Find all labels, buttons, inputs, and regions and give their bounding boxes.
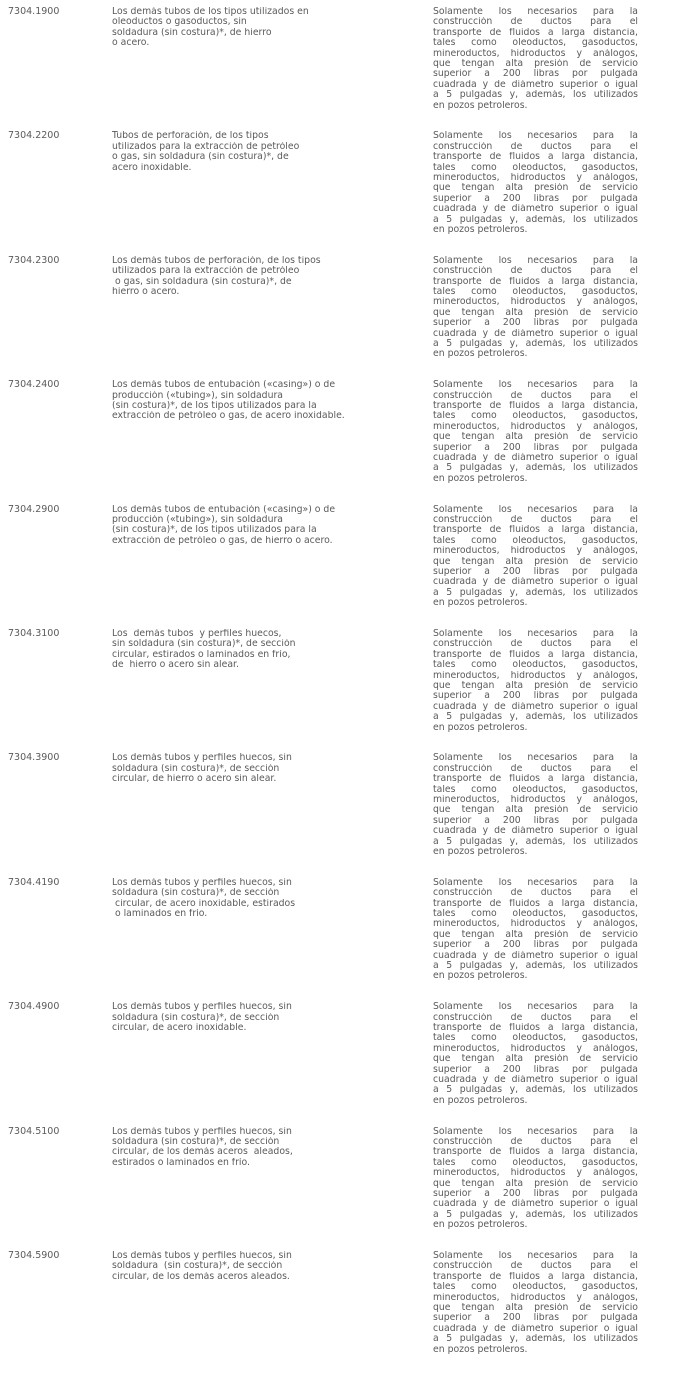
description-line: soldadura (sin costura)*, de sección: [112, 1012, 280, 1023]
observation-line: transporte de fluidos a larga distancia,: [433, 152, 638, 163]
observation-line: transporte de fluidos a larga distancia,: [433, 649, 638, 660]
observation-line: cuadrada y de diámetro superior o igual: [433, 1075, 638, 1086]
observation-line: tales como oleoductos, gasoductos,: [433, 287, 638, 298]
observation-line: mineroductos, hidroductos y análogos,: [433, 297, 638, 308]
observation-line: Solamente los necesarios para la: [433, 380, 638, 391]
observation-line: a 5 pulgadas y, además, los utilizados: [433, 1334, 638, 1345]
observation-line: transporte de fluidos a larga distancia,: [433, 898, 638, 909]
description-line: acero inoxidable.: [112, 162, 192, 173]
observation-line: cuadrada y de diámetro superior o igual: [433, 79, 638, 90]
observation-line: que tengan alta presión de servicio: [433, 556, 638, 567]
observation-line: cuadrada y de diámetro superior o igual: [433, 204, 638, 215]
tariff-code: 7304.5100: [8, 1125, 60, 1137]
tariff-observation: [433, 131, 638, 235]
observation-line: a 5 pulgadas y, además, los utilizados: [433, 214, 638, 225]
description-line: circular, de acero inoxidable.: [112, 1023, 247, 1033]
observation-line: Solamente los necesarios para la: [433, 7, 638, 17]
observation-line: transporte de fluidos a larga distancia,: [433, 27, 638, 38]
observation-line: tales como oleoductos, gasoductos,: [433, 1282, 638, 1293]
observation-line: transporte de fluidos a larga distancia,: [433, 276, 638, 287]
observation-line: que tengan alta presión de servicio: [433, 1303, 638, 1314]
observation-line: en pozos petroleros.: [433, 349, 528, 360]
description-line: Los demás tubos de entubación («casing») o de: [112, 504, 336, 515]
description-line: Los demás tubos y perfiles huecos, sin: [112, 1251, 292, 1261]
description-line: sin soldadura (sin costura)*, de sección: [112, 639, 296, 650]
tariff-code: 7304.5900: [8, 1250, 60, 1261]
description-line: Los demás tubos y perfiles huecos, sin: [112, 753, 292, 764]
description-line: (sin costura)*, de los tipos utilizados para la: [112, 525, 317, 536]
description-line: producción («tubing»), sin soldadura: [112, 515, 283, 525]
tariff-code: 7304.3100: [8, 628, 60, 639]
observation-line: mineroductos, hidroductos y análogos,: [433, 1043, 638, 1054]
tariff-observation: [433, 380, 638, 484]
table-row: [0, 629, 698, 753]
tariff-description: [112, 7, 352, 49]
observation-line: en pozos petroleros.: [433, 1220, 528, 1231]
tariff-code: 7304.2300: [8, 254, 60, 266]
observation-line: que tengan alta presión de servicio: [433, 681, 638, 692]
observation-line: tales como oleoductos, gasoductos,: [433, 411, 638, 422]
table-row: [0, 380, 698, 504]
description-line: o gas, sin soldadura (sin costura)*, de: [112, 152, 289, 163]
observation-line: transporte de fluidos a larga distancia,: [433, 1271, 638, 1282]
observation-line: superior a 200 libras por pulgada: [433, 193, 638, 204]
observation-line: transporte de fluidos a larga distancia,: [433, 1147, 638, 1158]
observation-line: superior a 200 libras por pulgada: [433, 691, 638, 702]
observation-line: construcción de ductos para el: [433, 266, 638, 277]
observation-line: Solamente los necesarios para la: [433, 1126, 638, 1137]
description-line: producción («tubing»), sin soldadura: [112, 390, 283, 401]
tariff-code: 7304.2400: [8, 379, 60, 391]
observation-line: tales como oleoductos, gasoductos,: [433, 1033, 638, 1044]
table-row: [0, 131, 698, 255]
observation-line: cuadrada y de diámetro superior o igual: [433, 453, 638, 464]
observation-line: construcción de ductos para el: [433, 1012, 638, 1023]
tariff-observation: [433, 878, 638, 982]
observation-line: transporte de fluidos a larga distancia,: [433, 525, 638, 536]
observation-line: a 5 pulgadas y, además, los utilizados: [433, 1085, 638, 1096]
observation-line: que tengan alta presión de servicio: [433, 1178, 638, 1189]
observation-line: a 5 pulgadas y, además, los utilizados: [433, 587, 638, 598]
tariff-description: [112, 1127, 352, 1169]
table-row: [0, 7, 698, 131]
observation-line: que tengan alta presión de servicio: [433, 59, 638, 70]
description-line: extracción de petróleo o gas, de hierro o acero.: [112, 535, 333, 546]
tariff-observation: [433, 1002, 638, 1106]
tariff-description: [112, 256, 352, 298]
description-line: soldadura (sin costura)*, de sección: [112, 763, 280, 774]
observation-line: en pozos petroleros.: [433, 971, 528, 982]
observation-line: mineroductos, hidroductos y análogos,: [433, 173, 638, 184]
observation-line: a 5 pulgadas y, además, los utilizados: [433, 339, 638, 350]
tariff-code: 7304.4900: [8, 1001, 60, 1013]
observation-line: tales como oleoductos, gasoductos,: [433, 162, 638, 173]
observation-line: tales como oleoductos, gasoductos,: [433, 784, 638, 795]
observation-line: mineroductos, hidroductos y análogos,: [433, 795, 638, 806]
observation-line: Solamente los necesarios para la: [433, 1002, 638, 1013]
description-line: estirados o laminados en frío.: [112, 1157, 250, 1168]
table-row: [0, 1127, 698, 1251]
description-line: soldadura (sin costura)*, de hierro: [112, 27, 272, 38]
description-line: Los demás tubos y perfiles huecos,: [112, 629, 282, 639]
observation-line: tales como oleoductos, gasoductos,: [433, 38, 638, 49]
tariff-description: [112, 1002, 352, 1033]
observation-line: mineroductos, hidroductos y análogos,: [433, 919, 638, 930]
description-line: utilizados para la extracción de petróleo: [112, 266, 300, 277]
observation-line: a 5 pulgadas y, además, los utilizados: [433, 1209, 638, 1220]
observation-line: Solamente los necesarios para la: [433, 629, 638, 639]
tariff-code: 7304.4190: [8, 876, 60, 888]
observation-line: cuadrada y de diámetro superior o igual: [433, 950, 638, 961]
observation-line: a 5 pulgadas y, además, los utilizados: [433, 463, 638, 474]
observation-line: superior a 200 libras por pulgada: [433, 567, 638, 578]
observation-line: tales como oleoductos, gasoductos,: [433, 909, 638, 920]
description-line: soldadura (sin costura)*, de sección: [112, 888, 280, 899]
observation-line: tales como oleoductos, gasoductos,: [433, 535, 638, 546]
observation-line: en pozos petroleros.: [433, 847, 528, 858]
observation-line: construcción de ductos para el: [433, 763, 638, 774]
table-row: [0, 256, 698, 380]
observation-line: en pozos petroleros.: [433, 225, 528, 236]
observation-line: cuadrada y de diámetro superior o igual: [433, 1199, 638, 1210]
observation-line: cuadrada y de diámetro superior o igual: [433, 328, 638, 339]
tariff-observation: [433, 629, 638, 733]
tariff-observation: [433, 1127, 638, 1231]
observation-line: que tengan alta presión de servicio: [433, 307, 638, 318]
observation-line: construcción de ductos para el: [433, 888, 638, 899]
observation-line: Solamente los necesarios para la: [433, 753, 638, 764]
observation-line: superior a 200 libras por pulgada: [433, 442, 638, 453]
observation-line: Solamente los necesarios para la: [433, 1251, 638, 1261]
description-line: soldadura (sin costura)*, de sección: [112, 1261, 283, 1272]
observation-line: transporte de fluidos a larga distancia,: [433, 774, 638, 785]
observation-line: tales como oleoductos, gasoductos,: [433, 1157, 638, 1168]
observation-line: construcción de ductos para el: [433, 1261, 638, 1272]
observation-line: Solamente los necesarios para la: [433, 877, 638, 888]
observation-line: superior a 200 libras por pulgada: [433, 69, 638, 80]
description-line: extracción de petróleo o gas, de acero inoxidable.: [112, 411, 345, 422]
observation-line: en pozos petroleros.: [433, 598, 528, 609]
description-line: oleoductos o gasoductos, sin: [112, 17, 247, 28]
observation-line: superior a 200 libras por pulgada: [433, 940, 638, 951]
observation-line: mineroductos, hidroductos y análogos,: [433, 670, 638, 681]
observation-line: superior a 200 libras por pulgada: [433, 1313, 638, 1324]
description-line: hierro o acero.: [112, 287, 180, 298]
observation-line: en pozos petroleros.: [433, 473, 528, 484]
table-row: [0, 753, 698, 877]
table-row: [0, 1002, 698, 1126]
description-line: o acero.: [112, 38, 150, 49]
description-line: de hierro o acero sin alear.: [112, 660, 239, 671]
table-row: [0, 878, 698, 1002]
tariff-description: [112, 878, 352, 920]
observation-line: cuadrada y de diámetro superior o igual: [433, 577, 638, 588]
tariff-observation: [433, 256, 638, 360]
observation-line: mineroductos, hidroductos y análogos,: [433, 1168, 638, 1179]
tariff-code: 7304.2200: [8, 130, 60, 142]
tariff-code: 7304.3900: [8, 752, 60, 764]
observation-line: en pozos petroleros.: [433, 1095, 528, 1106]
observation-line: mineroductos, hidroductos y análogos,: [433, 48, 638, 59]
observation-line: que tengan alta presión de servicio: [433, 929, 638, 940]
observation-line: construcción de ductos para el: [433, 390, 638, 401]
description-line: soldadura (sin costura)*, de sección: [112, 1137, 280, 1147]
observation-line: cuadrada y de diámetro superior o igual: [433, 1323, 638, 1334]
observation-line: Solamente los necesarios para la: [433, 255, 638, 266]
description-line: Los demás tubos de entubación («casing») o de: [112, 380, 336, 391]
observation-line: superior a 200 libras por pulgada: [433, 318, 638, 329]
description-line: (sin costura)*, de los tipos utilizados para la: [112, 401, 317, 411]
description-line: Tubos de perforación, de los tipos: [112, 131, 269, 142]
observation-line: superior a 200 libras por pulgada: [433, 815, 638, 826]
description-line: Los demás tubos y perfiles huecos, sin: [112, 1126, 292, 1137]
observation-line: en pozos petroleros.: [433, 1344, 528, 1355]
observation-line: que tengan alta presión de servicio: [433, 1054, 638, 1065]
observation-line: a 5 pulgadas y, además, los utilizados: [433, 90, 638, 101]
observation-line: a 5 pulgadas y, además, los utilizados: [433, 836, 638, 847]
description-line: o gas, sin soldadura (sin costura)*, de: [112, 276, 292, 287]
observation-line: a 5 pulgadas y, además, los utilizados: [433, 961, 638, 972]
observation-line: mineroductos, hidroductos y análogos,: [433, 421, 638, 432]
description-line: Los demás tubos de perforación, de los tipos: [112, 255, 321, 266]
observation-line: tales como oleoductos, gasoductos,: [433, 660, 638, 671]
tariff-description: [112, 505, 352, 547]
observation-line: Solamente los necesarios para la: [433, 131, 638, 142]
observation-line: cuadrada y de diámetro superior o igual: [433, 826, 638, 837]
observation-line: Solamente los necesarios para la: [433, 504, 638, 515]
observation-line: en pozos petroleros.: [433, 100, 528, 111]
observation-line: que tengan alta presión de servicio: [433, 432, 638, 443]
tariff-observation: [433, 505, 638, 609]
observation-line: superior a 200 libras por pulgada: [433, 1064, 638, 1075]
description-line: circular, de los demás aceros aleados,: [112, 1147, 293, 1158]
observation-line: que tengan alta presión de servicio: [433, 183, 638, 194]
description-line: Los demás tubos y perfiles huecos, sin: [112, 877, 292, 888]
description-line: Los demás tubos de los tipos utilizados en: [112, 7, 309, 17]
observation-line: construcción de ductos para el: [433, 1137, 638, 1147]
tariff-observation: [433, 1251, 638, 1355]
tariff-description: [112, 1251, 352, 1282]
tariff-observation: [433, 7, 638, 111]
table-row: [0, 505, 698, 629]
observation-line: construcción de ductos para el: [433, 17, 638, 28]
observation-line: superior a 200 libras por pulgada: [433, 1189, 638, 1200]
tariff-code: 7304.2900: [8, 503, 60, 515]
tariff-code: 7304.1900: [8, 6, 60, 17]
observation-line: construcción de ductos para el: [433, 515, 638, 525]
observation-line: construcción de ductos para el: [433, 639, 638, 650]
description-line: o laminados en frío.: [112, 909, 208, 920]
description-line: circular, de hierro o acero sin alear.: [112, 774, 277, 785]
tariff-description: [112, 131, 352, 173]
observation-line: transporte de fluidos a larga distancia,: [433, 1023, 638, 1033]
observation-line: construcción de ductos para el: [433, 141, 638, 152]
observation-line: mineroductos, hidroductos y análogos,: [433, 1292, 638, 1303]
tariff-description: [112, 753, 352, 784]
description-line: Los demás tubos y perfiles huecos, sin: [112, 1002, 292, 1013]
tariff-description: [112, 629, 352, 671]
description-line: circular, de acero inoxidable, estirados: [112, 898, 296, 909]
observation-line: transporte de fluidos a larga distancia,: [433, 401, 638, 411]
description-line: utilizados para la extracción de petróleo: [112, 141, 300, 152]
table-row: [0, 1251, 698, 1375]
observation-line: en pozos petroleros.: [433, 722, 528, 733]
description-line: circular, estirados o laminados en frío,: [112, 649, 291, 660]
observation-line: mineroductos, hidroductos y análogos,: [433, 546, 638, 557]
tariff-description: [112, 380, 352, 422]
observation-line: que tengan alta presión de servicio: [433, 805, 638, 816]
observation-line: a 5 pulgadas y, además, los utilizados: [433, 712, 638, 723]
observation-line: cuadrada y de diámetro superior o igual: [433, 701, 638, 712]
tariff-observation: [433, 753, 638, 857]
description-line: circular, de los demás aceros aleados.: [112, 1271, 290, 1282]
